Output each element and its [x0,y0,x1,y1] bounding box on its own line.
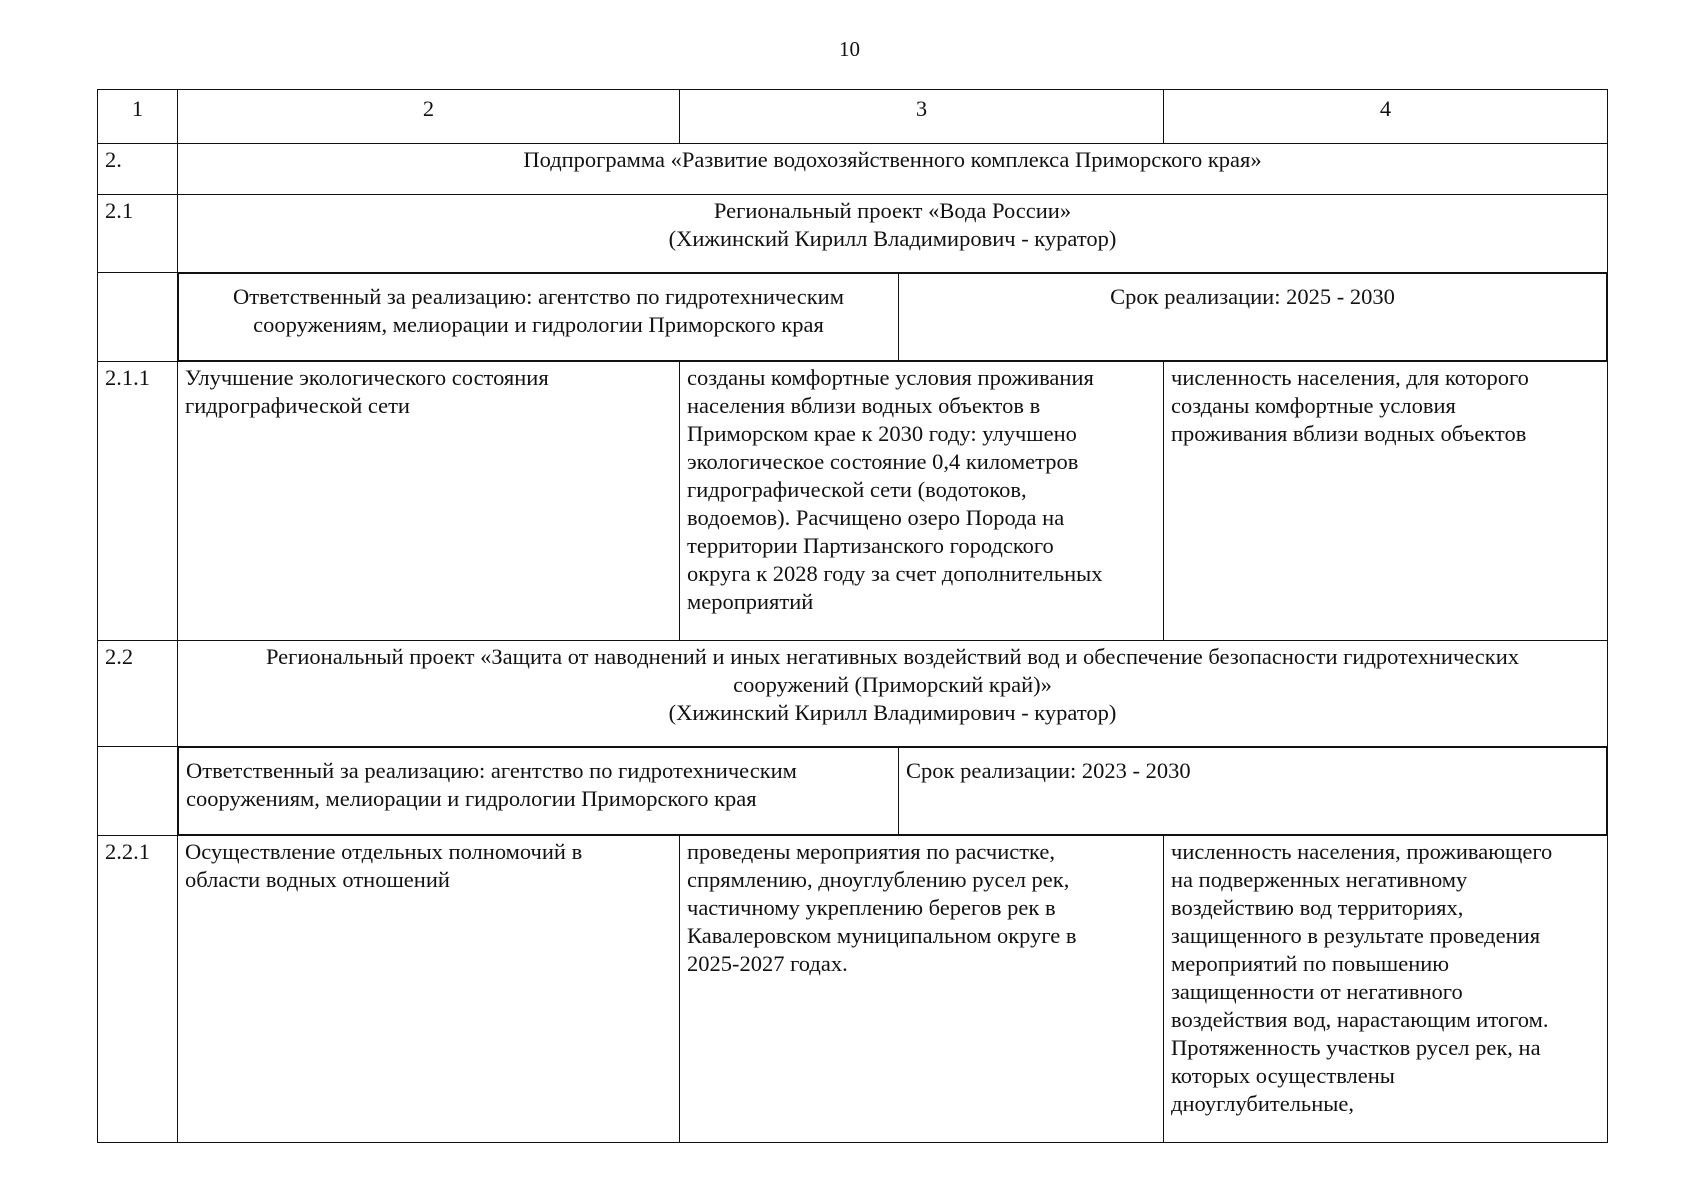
responsible-line: сооружениям, мелиорации и гидрологии Приморского края [253,312,824,337]
text-line: Приморском крае к 2030 году: улучшено [687,421,1077,446]
project-1-responsible [179,274,899,361]
project-2-responsible-inner [178,747,1607,835]
project-2-number: 2.2 [98,641,178,747]
text-line: Кавалеровском муниципальном округе в [687,923,1077,948]
task-2-2-1-indicator [1164,836,1608,1143]
task-2-2-1-result [680,836,1164,1143]
text-line: области водных отношений [185,867,450,892]
empty-number-cell [98,273,178,362]
text-line: созданы комфортные условия [1171,393,1456,418]
text-line: численность населения, проживающего [1171,839,1553,864]
text-line: мероприятий [687,589,814,614]
text-line: дноуглубительные, [1171,1091,1354,1116]
subprogram-title: Подпрограмма «Развитие водохозяйственного комплекса Приморского края» [178,144,1608,195]
text-line: гидрографической сети [185,393,410,418]
task-2-1-1-row [98,362,1608,641]
task-2-2-1-name [178,836,680,1143]
task-2-2-1-number: 2.2.1 [98,836,178,1143]
project-1-term: Срок реализации: 2025 - 2030 [899,274,1607,361]
text-line: защищенного в результате проведения [1171,923,1541,948]
responsible-line: сооружениям, мелиорации и гидрологии Приморского края [186,786,757,811]
text-line: воздействия вод, нарастающим итогом. [1171,1007,1549,1032]
text-line: гидрографической сети (водотоков, [687,477,1027,502]
responsible-line: Ответственный за реализацию: агентство по гидротехническим [186,758,797,783]
project-2-title-line: Региональный проект «Защита от наводнений и иных негативных воздействий вод и обеспечение безопасности гидротехнических [265,644,1520,669]
project-1-curator-line: (Хижинский Кирилл Владимирович - куратор) [668,226,1117,251]
empty-number-cell [98,747,178,836]
text-line: защищенности от негативного [1171,979,1463,1004]
task-2-1-1-result [680,362,1164,641]
project-2-title-line: сооружений (Приморский край)» [733,672,1052,697]
text-line: проживания вблизи водных объектов [1171,421,1527,446]
program-table [97,89,1608,1143]
subprogram-number: 2. [98,144,178,195]
text-line: частичному укреплению берегов рек в [687,895,1056,920]
column-header-2: 2 [178,90,680,144]
text-line: воздействию вод территориях, [1171,895,1464,920]
text-line: экологическое состояние 0,4 километров [687,449,1079,474]
text-line: мероприятий по повышению [1171,951,1450,976]
project-2-responsible [179,748,899,835]
text-line: Осуществление отдельных полномочий в [185,839,583,864]
project-1-title-line: Региональный проект «Вода России» [713,198,1072,223]
project-2-term: Срок реализации: 2023 - 2030 [899,748,1607,835]
text-line: 2025-2027 годах. [687,951,848,976]
project-1-responsible-cell [178,273,1608,362]
task-2-1-1-number: 2.1.1 [98,362,178,641]
text-line: территории Партизанского городского [687,533,1054,558]
text-line: на подверженных негативному [1171,867,1468,892]
column-header-row [98,90,1608,144]
task-2-2-1-row [98,836,1608,1143]
text-line: водоемов). Расчищено озеро Порода на [687,505,1065,530]
column-header-1: 1 [98,90,178,144]
project-2-title [178,641,1608,747]
project-2-curator-line: (Хижинский Кирилл Владимирович - куратор) [668,700,1117,725]
project-1-responsible-row [98,273,1608,362]
project-1-title [178,195,1608,273]
column-header-4: 4 [1164,90,1608,144]
project-2-responsible-cell [178,747,1608,836]
text-line: проведены мероприятия по расчистке, [687,839,1056,864]
project-1-responsible-inner [178,273,1607,361]
column-header-3: 3 [680,90,1164,144]
task-2-1-1-indicator [1164,362,1608,641]
text-line: спрямлению, дноуглублению русел рек, [687,867,1070,892]
text-line: численность населения, для которого [1171,365,1529,390]
text-line: Улучшение экологического состояния [185,365,549,390]
project-1-row [98,195,1608,273]
text-line: созданы комфортные условия проживания [687,365,1094,390]
text-line: округа к 2028 году за счет дополнительных [687,561,1103,586]
project-2-responsible-row [98,747,1608,836]
text-line: которых осуществлены [1171,1063,1395,1088]
responsible-line: Ответственный за реализацию: агентство по гидротехническим [233,284,844,309]
project-1-number: 2.1 [98,195,178,273]
text-line: Протяженность участков русел рек, на [1171,1035,1541,1060]
text-line: населения вблизи водных объектов в [687,393,1041,418]
task-2-1-1-name [178,362,680,641]
subprogram-row [98,144,1608,195]
project-2-row [98,641,1608,747]
page-number: 10 [839,37,860,61]
